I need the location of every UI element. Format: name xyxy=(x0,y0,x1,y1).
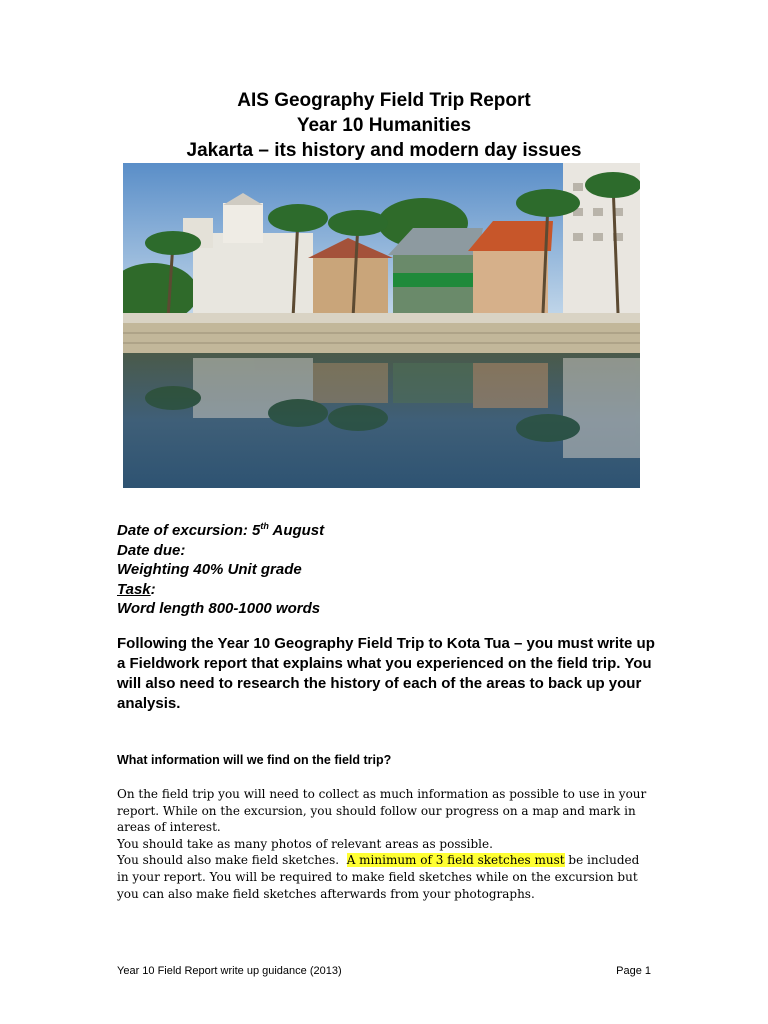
date-of-excursion xyxy=(117,517,324,541)
assignment-details xyxy=(117,517,324,619)
section-heading: What information will we find on the field trip? xyxy=(117,753,392,767)
word-length: Word length 800-1000 words xyxy=(117,600,321,617)
kota-tua-photo xyxy=(123,163,640,488)
date-month: August xyxy=(268,522,325,539)
highlighted-text: A minimum of 3 field sketches must xyxy=(346,853,565,868)
date-due: Date due: xyxy=(117,541,186,559)
document-topic: Jakarta – its history and modern day issues xyxy=(186,140,582,161)
body-text xyxy=(117,786,647,902)
document-title: AIS Geography Field Trip Report xyxy=(237,90,531,111)
body-text-run: be included in your report. You will be required to make field sketches while on the excursion but you can also make field sketches afterwards from your photographs. xyxy=(117,853,640,901)
footer-caption: Year 10 Field Report write up guidance (2013) xyxy=(117,965,342,977)
body-paragraph: On the field trip you will need to collect as much information as possible to use in your report. While on the excursion, you should follow our progress on a map and mark in areas of interest. xyxy=(117,787,647,835)
date-of-excursion-label: Date of excursion: 5 xyxy=(117,522,261,539)
page-number: Page 1 xyxy=(616,965,651,977)
body-paragraph xyxy=(117,852,647,902)
task-colon: : xyxy=(150,580,156,598)
body-paragraph: You should take as many photos of relevant areas as possible. xyxy=(117,836,493,851)
document-subtitle: Year 10 Humanities xyxy=(296,115,472,136)
date-ordinal-suffix: th xyxy=(260,521,269,531)
intro-paragraph: Following the Year 10 Geography Field Trip to Kota Tua – you must write up a Fieldwork report that explains what you experienced on the field trip. You will also need to research the history of each of the areas to back up your analysis. xyxy=(117,635,655,712)
weighting: Weighting 40% Unit grade xyxy=(117,561,302,578)
body-text-run: You should also make field sketches. xyxy=(117,853,347,868)
task-line xyxy=(117,580,324,600)
task-label: Task xyxy=(117,580,151,598)
